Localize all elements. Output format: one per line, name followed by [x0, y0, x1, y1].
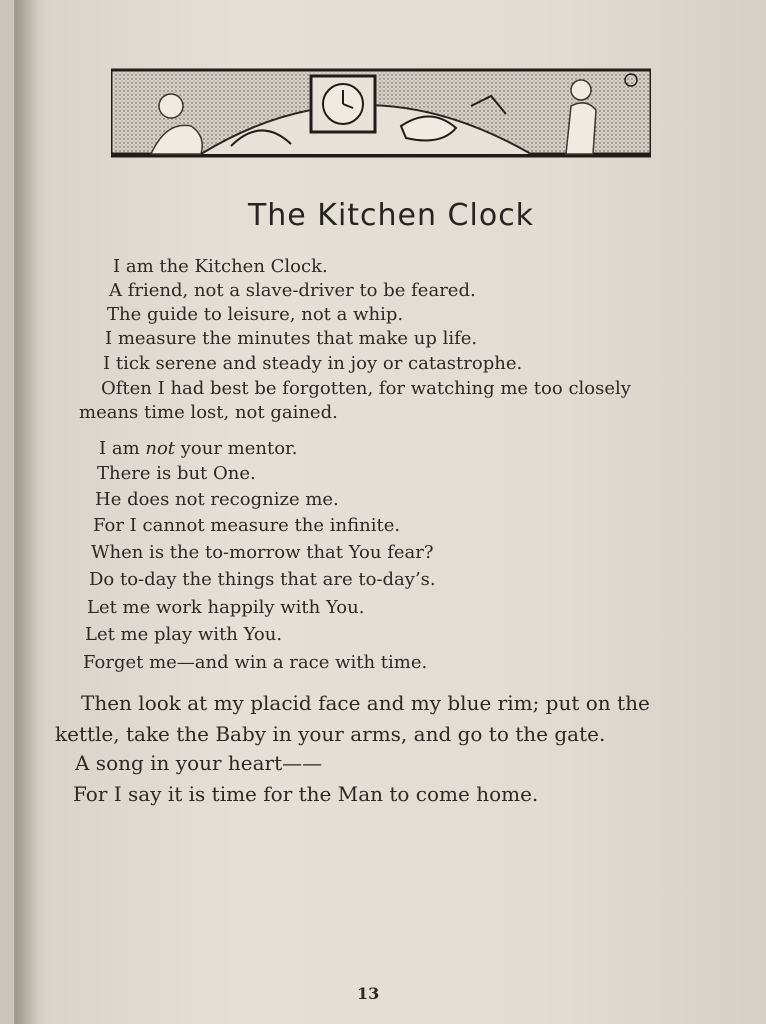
- poem-line: I tick serene and steady in joy or catastrophe.: [103, 353, 523, 374]
- poem-line: kettle, take the Baby in your arms, and go to the gate.: [55, 722, 606, 746]
- poem-line: For I cannot measure the infinite.: [93, 515, 401, 536]
- book-page: [14, 0, 766, 1024]
- poem-line: Do to-day the things that are to-day’s.: [89, 569, 436, 590]
- poem-line: means time lost, not gained.: [79, 402, 338, 423]
- page-number: 13: [357, 984, 380, 1003]
- poem-title: The Kitchen Clock: [247, 198, 535, 233]
- poem-line: I am not your mentor.: [99, 438, 298, 459]
- poem-line: Often I had best be forgotten, for watching me too closely: [101, 378, 631, 399]
- poem-line: Forget me—and win a race with time.: [83, 652, 428, 673]
- poem-line: A friend, not a slave-driver to be feared.: [109, 280, 476, 301]
- poem-line: There is but One.: [97, 463, 256, 484]
- poem-line: I am the Kitchen Clock.: [113, 256, 328, 277]
- poem-line: I measure the minutes that make up life.: [105, 328, 478, 349]
- poem-line: For I say it is time for the Man to come home.: [73, 782, 539, 806]
- page-gutter: [15, 0, 37, 1024]
- poem-line: When is the to-morrow that You fear?: [91, 542, 434, 563]
- decorative-header-illustration: [111, 66, 651, 162]
- poem-line: The guide to leisure, not a whip.: [107, 304, 404, 325]
- poem-line: A song in your heart——: [75, 751, 323, 775]
- poem-line: Let me work happily with You.: [87, 597, 365, 618]
- poem-line: Let me play with You.: [85, 624, 283, 645]
- poem-line: Then look at my placid face and my blue rim; put on the: [81, 691, 650, 715]
- poem-line: He does not recognize me.: [95, 489, 339, 510]
